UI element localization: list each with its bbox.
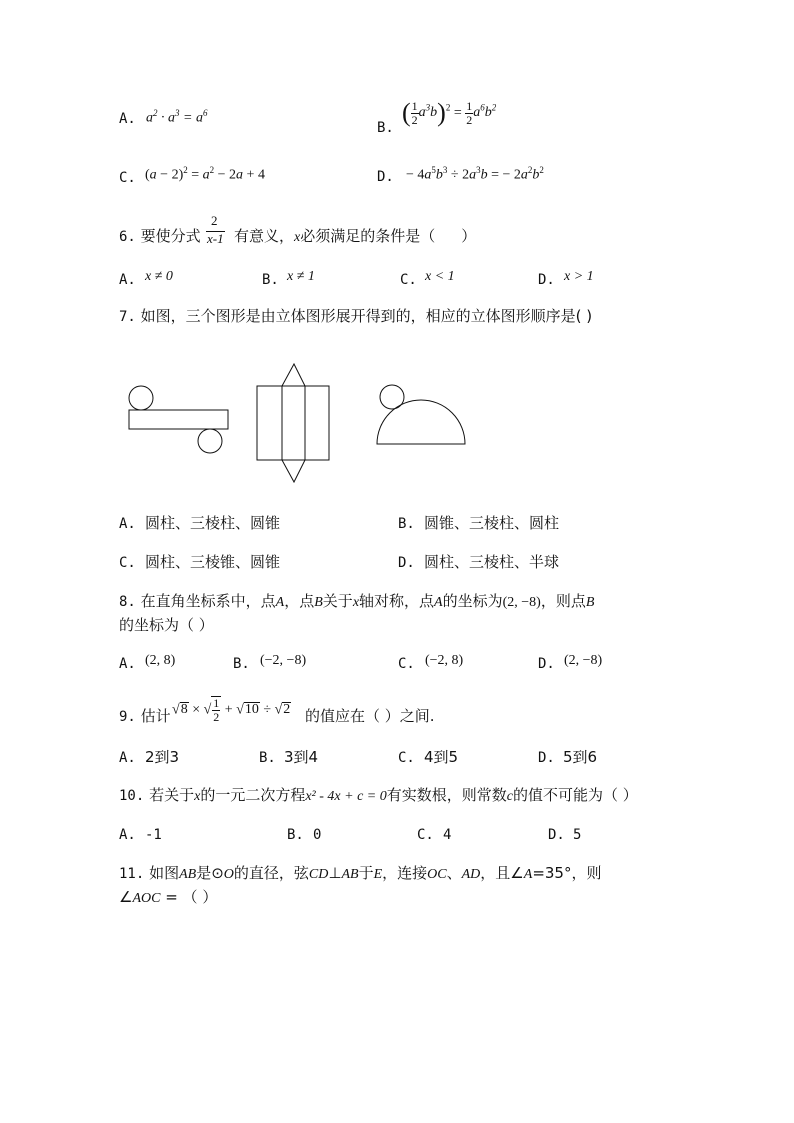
fraction-denominator: 2	[213, 709, 220, 724]
stem-text: 若关于	[149, 786, 195, 804]
option-expr: (−2, 8)	[425, 653, 464, 668]
stem-text: 轴对称，点	[359, 592, 435, 610]
segment-cd: CD	[308, 867, 329, 882]
fraction-numerator: 2	[211, 213, 218, 228]
equation: x² - 4x + c = 0	[305, 789, 387, 804]
option-label: B.	[233, 656, 250, 672]
option-label: D.	[538, 272, 555, 288]
q10-stem	[119, 788, 638, 804]
stem-text: 有意义，	[234, 227, 295, 245]
perp-symbol: ⊥	[328, 864, 342, 882]
net-rectangle	[257, 386, 329, 460]
stem-text: ，连接	[382, 864, 428, 882]
option-expr: x ≠ 1	[287, 269, 315, 284]
question-number: 9.	[119, 709, 136, 725]
option-text: 0	[313, 827, 322, 843]
net-sector	[377, 400, 465, 444]
fraction-numerator: 1	[213, 696, 220, 710]
stem-text: 必须满足的条件是（	[300, 227, 436, 245]
stem-text: = （ ）	[160, 888, 218, 906]
option-expr: (2, −8)	[564, 653, 603, 668]
stem-text: 如图	[149, 864, 180, 882]
net-circle-bottom	[198, 429, 222, 453]
q9-stem-tail: 的值应在（ ）之间.	[305, 707, 435, 725]
point-a: A	[434, 595, 443, 610]
q11-stem-line2	[119, 890, 217, 906]
option-label: D.	[538, 750, 555, 766]
option-label: B.	[262, 272, 279, 288]
q8-stem-line2: 的坐标为（ ）	[119, 616, 214, 634]
option-text: 圆锥、三棱柱、圆柱	[424, 514, 560, 532]
net-circle-top	[129, 386, 153, 410]
option-text: 4	[443, 827, 452, 843]
stem-text: ，点	[284, 592, 315, 610]
q11-stem	[119, 866, 601, 882]
option-text: 5	[573, 827, 582, 843]
option-label: A.	[119, 827, 136, 843]
cone-net-figure	[377, 385, 465, 444]
radicand: 10	[244, 702, 259, 718]
fraction-denominator: x-1	[207, 231, 224, 246]
q9-stem	[119, 709, 171, 724]
option-label: C.	[398, 656, 415, 672]
option-text: 圆柱、三棱锥、圆锥	[145, 553, 281, 571]
option-expr: (−2, −8)	[260, 653, 307, 668]
stem-text: 的值不可能为（ ）	[512, 786, 638, 804]
coordinate: (2, −8)	[502, 595, 541, 610]
option-label: D.	[377, 169, 394, 185]
stem-text: 于	[358, 864, 374, 882]
option-expr: x > 1	[564, 269, 594, 284]
stem-text: 有实数根，则常数	[386, 786, 507, 804]
stem-text: 的一元二次方程	[200, 786, 306, 804]
point-e: E	[373, 867, 383, 882]
option-label: D.	[398, 555, 415, 571]
net-triangle-bottom	[282, 460, 305, 482]
option-expr: $(a - 2)^2 = a^2 - 2a + 4$	[145, 165, 265, 183]
stem-text: 关于	[322, 592, 353, 610]
option-label: C.	[119, 555, 136, 571]
option-label: C.	[400, 272, 417, 288]
stem-text: ）	[461, 227, 477, 245]
segment-ab: AB	[341, 867, 359, 882]
option-expr: x ≠ 0	[145, 269, 173, 284]
option-text: 4到5	[424, 748, 459, 766]
option-label: B.	[287, 827, 304, 843]
prism-net-figure	[257, 364, 329, 482]
option-expr: ( $\frac{1}{2}$ $a^3b)^2$ = $\frac{1}{2}$ $a^6b^2$	[402, 98, 497, 128]
option-label: C.	[398, 750, 415, 766]
stem-text: 在直角坐标系中，点	[140, 592, 276, 610]
option-label: D.	[548, 827, 565, 843]
question-number: 7.	[119, 309, 136, 325]
option-text: 5到6	[563, 748, 598, 766]
radicand: 2	[283, 702, 291, 718]
option-expr: − $4a^5b^3 \div 2a^3b$ = − $2a^2b^2$	[406, 165, 544, 183]
variable-x: x	[294, 230, 301, 245]
option-expr: x < 1	[425, 269, 455, 284]
net-rectangle	[129, 410, 228, 429]
option-label: A.	[119, 750, 136, 766]
option-label: C.	[119, 170, 136, 186]
angle-aoc: AOC	[132, 891, 161, 906]
stem-text: =35°，则	[532, 864, 602, 882]
option-label: A.	[119, 516, 136, 532]
question-number: 10.	[119, 788, 145, 804]
option-text: 2到3	[145, 748, 180, 766]
angle-symbol: ∠	[119, 888, 133, 906]
option-label: B.	[398, 516, 415, 532]
stem-text: 估计	[140, 707, 171, 725]
stem-text: 的直径，弦	[233, 864, 309, 882]
segment-oc: OC	[427, 867, 447, 882]
variable-x: x	[194, 789, 201, 804]
question-number: 11.	[119, 866, 145, 882]
option-label: B.	[377, 120, 394, 136]
operator: ×	[192, 702, 201, 718]
option-label: C.	[417, 827, 434, 843]
option-expr: (2, 8)	[145, 653, 176, 668]
operator: ÷	[263, 702, 272, 718]
segment-ad: AD	[461, 867, 481, 882]
stem-text: 如图，三个图形是由立体图形展开得到的，相应的立体图形顺序是( )	[140, 307, 593, 325]
option-text: 圆柱、三棱柱、圆锥	[145, 514, 281, 532]
option-text: 圆柱、三棱柱、半球	[424, 553, 560, 571]
question-number: 6.	[119, 229, 136, 245]
option-expr: $a^2 \cdot a^3 = a^6$	[146, 108, 208, 126]
cylinder-net-figure	[129, 386, 228, 453]
point-b: B	[314, 595, 323, 610]
point-a: A	[275, 595, 285, 610]
operator: +	[224, 702, 233, 718]
stem-text: ，则点	[540, 592, 586, 610]
point-o: O	[223, 867, 234, 882]
angle-a: A	[523, 867, 533, 882]
option-text: 3到4	[284, 748, 319, 766]
stem-text: 要使分式	[140, 227, 201, 245]
stem-text: 、	[446, 864, 462, 882]
option-text: -1	[145, 827, 162, 843]
stem-text: 的坐标为	[442, 592, 503, 610]
net-triangle-top	[282, 364, 305, 386]
option-label: B.	[259, 750, 276, 766]
option-label: D.	[538, 656, 555, 672]
question-number: 8.	[119, 594, 136, 610]
q8-stem	[119, 594, 594, 610]
point-b: B	[585, 595, 595, 610]
stem-text: ，且∠	[480, 864, 524, 882]
option-label: A.	[119, 272, 136, 288]
option-label: A.	[119, 656, 136, 672]
option-label: A.	[119, 111, 136, 127]
stem-text: 是⊙	[196, 864, 224, 882]
segment-ab: AB	[179, 867, 197, 882]
q9-expression: √8 × √ $\frac{1}{2}$ + √10 ÷ √2	[172, 696, 291, 724]
variable-x: x	[352, 595, 360, 610]
radicand: 8	[180, 702, 188, 718]
variable-c: c	[506, 789, 513, 804]
